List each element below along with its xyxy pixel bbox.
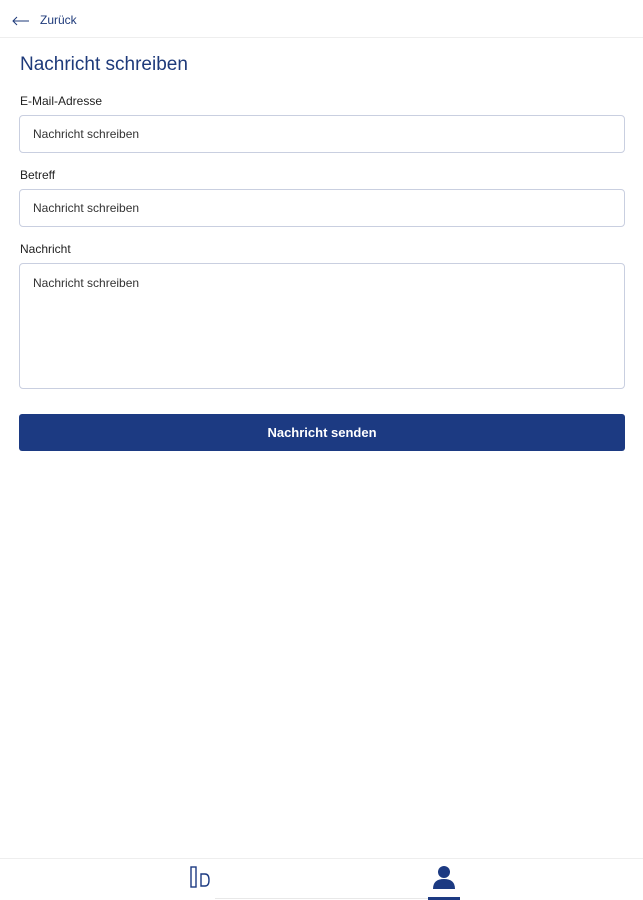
- subject-field[interactable]: [19, 189, 625, 227]
- arrow-left-icon: [12, 14, 30, 26]
- book-icon: [188, 865, 212, 894]
- top-bar: [0, 0, 643, 38]
- subject-label: Betreff: [20, 168, 56, 182]
- email-label: E-Mail-Adresse: [20, 94, 103, 108]
- message-textarea[interactable]: [19, 263, 625, 389]
- back-label: Zurück: [40, 13, 77, 27]
- back-button[interactable]: [12, 10, 77, 30]
- message-label: Nachricht: [20, 242, 71, 256]
- nav-item-profile[interactable]: [404, 859, 484, 900]
- nav-divider: [215, 898, 430, 899]
- send-message-button[interactable]: Nachricht senden: [19, 414, 625, 451]
- user-icon: [431, 864, 457, 895]
- email-field[interactable]: [19, 115, 625, 153]
- nav-item-catalog[interactable]: [160, 859, 240, 900]
- page-title: Nachricht schreiben: [20, 54, 188, 75]
- bottom-nav: [0, 858, 643, 900]
